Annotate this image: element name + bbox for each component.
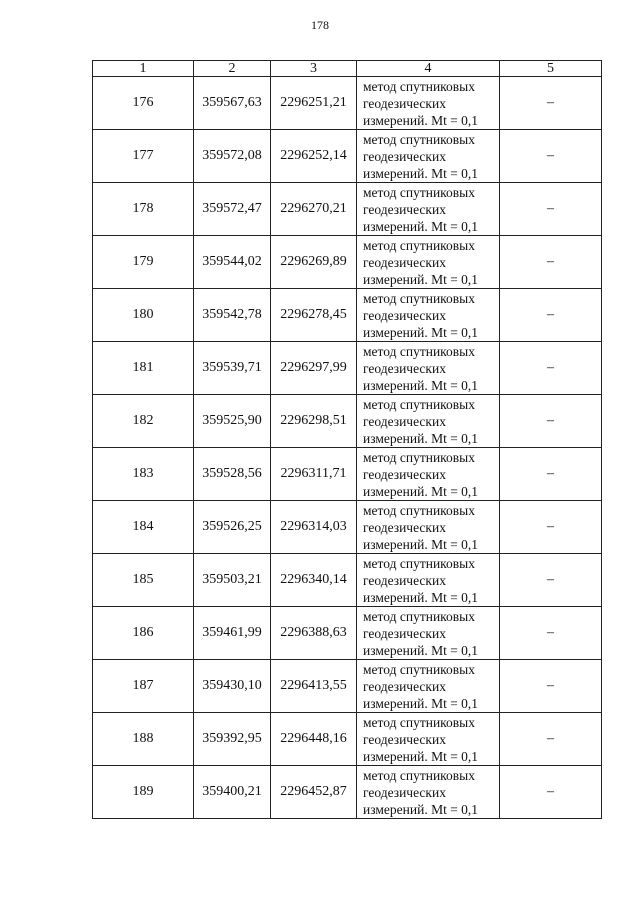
x-coordinate-cell: 359567,63 bbox=[194, 77, 271, 130]
table-header bbox=[93, 61, 602, 77]
y-coordinate-cell: 2296269,89 bbox=[271, 236, 357, 289]
method-text-line: геодезических bbox=[363, 254, 446, 270]
method-text-line: измерений. Mt = 0,1 bbox=[363, 165, 479, 181]
x-coordinate-cell: 359539,71 bbox=[194, 342, 271, 395]
method-text-line: метод спутниковых bbox=[363, 131, 475, 147]
note-cell: – bbox=[500, 501, 602, 554]
y-coordinate-cell: 2296298,51 bbox=[271, 395, 357, 448]
method-cell bbox=[357, 766, 500, 819]
method-text-line: измерений. Mt = 0,1 bbox=[363, 801, 479, 817]
method-text-line: измерений. Mt = 0,1 bbox=[363, 748, 479, 764]
method-text-line: измерений. Mt = 0,1 bbox=[363, 324, 479, 340]
method-cell bbox=[357, 77, 500, 130]
method-text-line: метод спутниковых bbox=[363, 555, 475, 571]
method-text-line: измерений. Mt = 0,1 bbox=[363, 430, 479, 446]
method-text-line: метод спутниковых bbox=[363, 714, 475, 730]
x-coordinate-cell: 359430,10 bbox=[194, 660, 271, 713]
x-coordinate-cell: 359525,90 bbox=[194, 395, 271, 448]
method-cell bbox=[357, 236, 500, 289]
point-number-cell: 187 bbox=[93, 660, 194, 713]
method-text-line: геодезических bbox=[363, 466, 446, 482]
x-coordinate-cell: 359544,02 bbox=[194, 236, 271, 289]
y-coordinate-cell: 2296278,45 bbox=[271, 289, 357, 342]
x-coordinate-cell: 359503,21 bbox=[194, 554, 271, 607]
y-coordinate-cell: 2296448,16 bbox=[271, 713, 357, 766]
header-row bbox=[93, 61, 602, 77]
point-number-cell: 178 bbox=[93, 183, 194, 236]
method-text-line: геодезических bbox=[363, 519, 446, 535]
point-number-cell: 184 bbox=[93, 501, 194, 554]
note-cell: – bbox=[500, 183, 602, 236]
y-coordinate-cell: 2296340,14 bbox=[271, 554, 357, 607]
method-text-line: измерений. Mt = 0,1 bbox=[363, 536, 479, 552]
point-number-cell: 181 bbox=[93, 342, 194, 395]
x-coordinate-cell: 359572,47 bbox=[194, 183, 271, 236]
method-text-line: геодезических bbox=[363, 95, 446, 111]
note-cell: – bbox=[500, 660, 602, 713]
table-row bbox=[93, 289, 602, 342]
method-text-line: метод спутниковых bbox=[363, 608, 475, 624]
method-text-line: метод спутниковых bbox=[363, 237, 475, 253]
point-number-cell: 180 bbox=[93, 289, 194, 342]
method-cell bbox=[357, 289, 500, 342]
table-row bbox=[93, 183, 602, 236]
method-cell bbox=[357, 342, 500, 395]
note-cell: – bbox=[500, 289, 602, 342]
table-row bbox=[93, 766, 602, 819]
method-text-line: геодезических bbox=[363, 148, 446, 164]
y-coordinate-cell: 2296251,21 bbox=[271, 77, 357, 130]
method-text-line: метод спутниковых bbox=[363, 290, 475, 306]
table-row bbox=[93, 501, 602, 554]
x-coordinate-cell: 359572,08 bbox=[194, 130, 271, 183]
x-coordinate-cell: 359392,95 bbox=[194, 713, 271, 766]
point-number-cell: 188 bbox=[93, 713, 194, 766]
method-text-line: геодезических bbox=[363, 784, 446, 800]
point-number-cell: 179 bbox=[93, 236, 194, 289]
x-coordinate-cell: 359400,21 bbox=[194, 766, 271, 819]
table-row bbox=[93, 713, 602, 766]
method-text-line: метод спутниковых bbox=[363, 343, 475, 359]
y-coordinate-cell: 2296252,14 bbox=[271, 130, 357, 183]
method-text-line: измерений. Mt = 0,1 bbox=[363, 589, 479, 605]
method-text-line: метод спутниковых bbox=[363, 449, 475, 465]
method-cell bbox=[357, 501, 500, 554]
method-text-line: измерений. Mt = 0,1 bbox=[363, 112, 479, 128]
y-coordinate-cell: 2296452,87 bbox=[271, 766, 357, 819]
method-cell bbox=[357, 554, 500, 607]
note-cell: – bbox=[500, 342, 602, 395]
table-row bbox=[93, 607, 602, 660]
x-coordinate-cell: 359528,56 bbox=[194, 448, 271, 501]
page-number: 178 bbox=[311, 18, 329, 32]
header-col-3: 3 bbox=[271, 61, 357, 77]
method-text-line: метод спутниковых bbox=[363, 396, 475, 412]
header-col-1: 1 bbox=[93, 61, 194, 77]
method-text-line: геодезических bbox=[363, 360, 446, 376]
method-text-line: измерений. Mt = 0,1 bbox=[363, 483, 479, 499]
method-text-line: геодезических bbox=[363, 307, 446, 323]
method-cell bbox=[357, 395, 500, 448]
method-text-line: геодезических bbox=[363, 731, 446, 747]
method-text-line: геодезических bbox=[363, 201, 446, 217]
method-text-line: геодезических bbox=[363, 678, 446, 694]
method-text-line: измерений. Mt = 0,1 bbox=[363, 218, 479, 234]
method-text-line: метод спутниковых bbox=[363, 502, 475, 518]
method-text-line: геодезических bbox=[363, 572, 446, 588]
point-number-cell: 185 bbox=[93, 554, 194, 607]
method-text-line: геодезических bbox=[363, 413, 446, 429]
coordinates-table bbox=[92, 60, 602, 819]
method-text-line: метод спутниковых bbox=[363, 184, 475, 200]
method-cell bbox=[357, 607, 500, 660]
header-col-2: 2 bbox=[194, 61, 271, 77]
point-number-cell: 189 bbox=[93, 766, 194, 819]
table-row bbox=[93, 448, 602, 501]
method-cell bbox=[357, 130, 500, 183]
note-cell: – bbox=[500, 713, 602, 766]
point-number-cell: 177 bbox=[93, 130, 194, 183]
table-row bbox=[93, 236, 602, 289]
point-number-cell: 176 bbox=[93, 77, 194, 130]
table-row bbox=[93, 395, 602, 448]
note-cell: – bbox=[500, 77, 602, 130]
method-cell bbox=[357, 183, 500, 236]
table-row bbox=[93, 660, 602, 713]
y-coordinate-cell: 2296270,21 bbox=[271, 183, 357, 236]
y-coordinate-cell: 2296314,03 bbox=[271, 501, 357, 554]
method-cell bbox=[357, 713, 500, 766]
point-number-cell: 182 bbox=[93, 395, 194, 448]
note-cell: – bbox=[500, 554, 602, 607]
x-coordinate-cell: 359526,25 bbox=[194, 501, 271, 554]
method-text-line: измерений. Mt = 0,1 bbox=[363, 695, 479, 711]
method-cell bbox=[357, 660, 500, 713]
x-coordinate-cell: 359542,78 bbox=[194, 289, 271, 342]
point-number-cell: 186 bbox=[93, 607, 194, 660]
note-cell: – bbox=[500, 236, 602, 289]
note-cell: – bbox=[500, 395, 602, 448]
table-row bbox=[93, 554, 602, 607]
table-row bbox=[93, 77, 602, 130]
table-row bbox=[93, 130, 602, 183]
method-text-line: измерений. Mt = 0,1 bbox=[363, 271, 479, 287]
method-text-line: метод спутниковых bbox=[363, 661, 475, 677]
table-row bbox=[93, 342, 602, 395]
note-cell: – bbox=[500, 607, 602, 660]
table-body bbox=[93, 77, 602, 819]
method-text-line: измерений. Mt = 0,1 bbox=[363, 642, 479, 658]
note-cell: – bbox=[500, 766, 602, 819]
y-coordinate-cell: 2296413,55 bbox=[271, 660, 357, 713]
method-text-line: метод спутниковых bbox=[363, 78, 475, 94]
y-coordinate-cell: 2296297,99 bbox=[271, 342, 357, 395]
x-coordinate-cell: 359461,99 bbox=[194, 607, 271, 660]
note-cell: – bbox=[500, 130, 602, 183]
note-cell: – bbox=[500, 448, 602, 501]
header-col-4: 4 bbox=[357, 61, 500, 77]
point-number-cell: 183 bbox=[93, 448, 194, 501]
method-text-line: измерений. Mt = 0,1 bbox=[363, 377, 479, 393]
method-text-line: геодезических bbox=[363, 625, 446, 641]
header-col-5: 5 bbox=[500, 61, 602, 77]
y-coordinate-cell: 2296311,71 bbox=[271, 448, 357, 501]
method-cell bbox=[357, 448, 500, 501]
y-coordinate-cell: 2296388,63 bbox=[271, 607, 357, 660]
method-text-line: метод спутниковых bbox=[363, 767, 475, 783]
